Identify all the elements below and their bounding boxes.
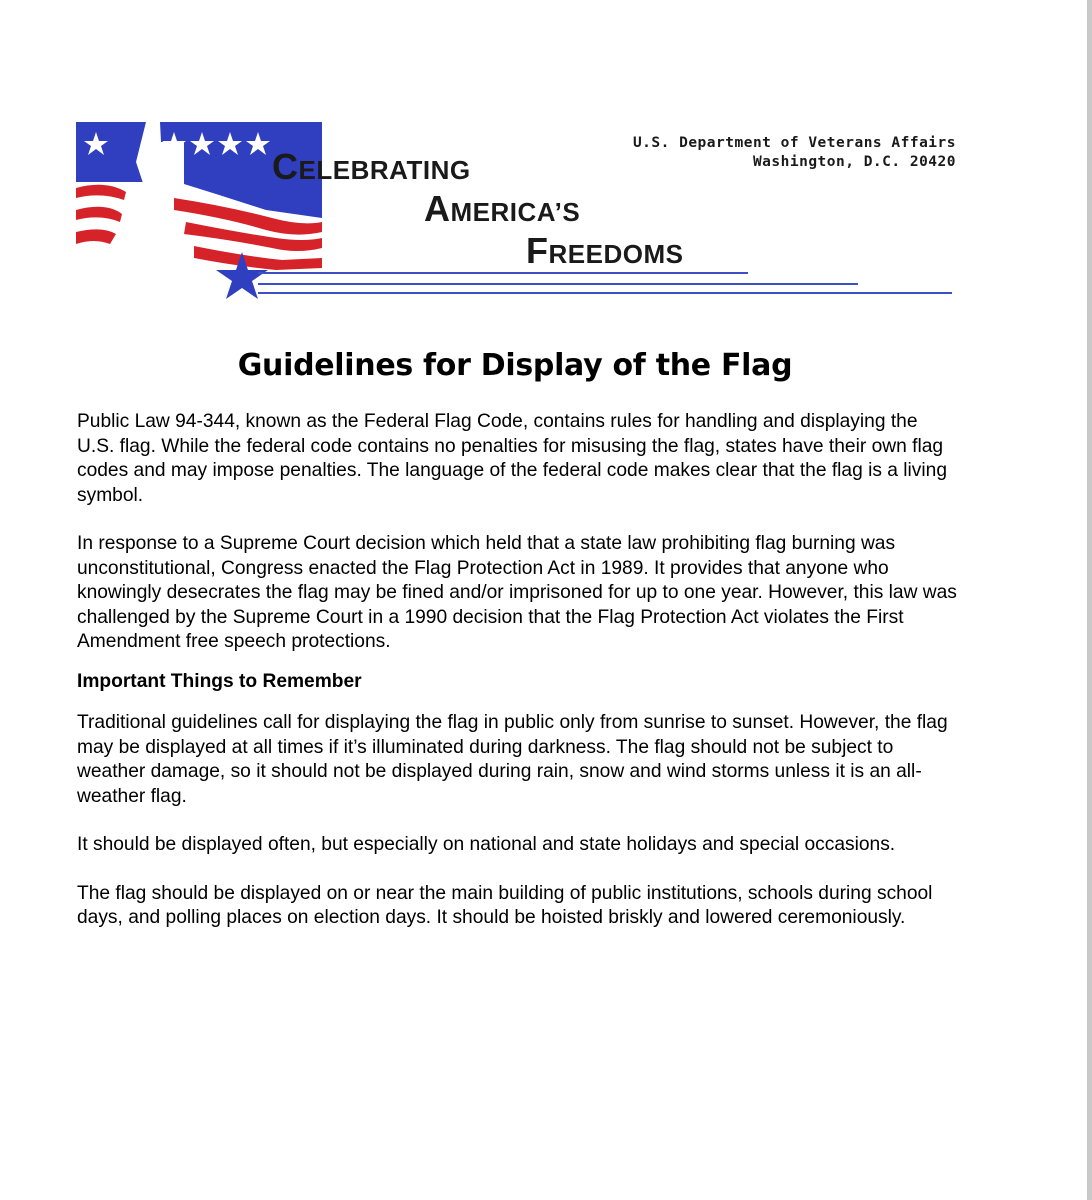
document-title: Guidelines for Display of the Flag	[237, 348, 793, 383]
department-address: Washington, D.C. 20420	[752, 154, 956, 170]
va-address-block	[633, 134, 956, 172]
paragraph-flag-code: Public Law 94-344, known as the Federal Flag Code, contains rules for handling and displaying the U.S. flag. While the federal code contains no penalties for misusing the flag, states have their own flag codes and may impose penalties. The language of the federal code makes clear that the flag is a living symbol.	[77, 411, 948, 506]
paragraph-public-institutions: The flag should be displayed on or near the main building of public institutions, schools during school days, and polling places on election days. It should be hoisted briskly and lowered ceremoniously.	[77, 882, 933, 928]
tagline-line-3: FREEDOMS	[526, 230, 684, 271]
header-banner	[76, 122, 956, 302]
paragraph-flag-protection-act: In response to a Supreme Court decision which held that a state law prohibiting flag burning was unconstitutional, Congress enacted the Flag Protection Act in 1989. It provides that anyone who knowingly desecrates the flag may be fined and/or imprisoned for up to one year. However, this law was challenged by the Supreme Court in a 1990 decision that the Flag Protection Act violates the First Amendment free speech protections.	[77, 533, 957, 652]
paragraph-sunrise-sunset: Traditional guidelines call for displaying the flag in public only from sunrise to sunset. However, the flag may be displayed at all times if it’s illuminated during darkness. The flag should not be subject to weather damage, so it should not be displayed during rain, snow and wind storms unless it is an all-weather flag.	[77, 712, 948, 807]
tagline-line-2: AMERICA’S	[424, 188, 581, 229]
tagline-line-1: CELEBRATING	[272, 146, 471, 187]
department-name: U.S. Department of Veterans Affairs	[632, 135, 956, 151]
document-body	[77, 410, 957, 931]
subheading-important-things: Important Things to Remember	[77, 670, 362, 692]
scrollbar-track[interactable]	[1087, 0, 1092, 1200]
paragraph-holidays: It should be displayed often, but especially on national and state holidays and special occasions.	[77, 834, 896, 855]
